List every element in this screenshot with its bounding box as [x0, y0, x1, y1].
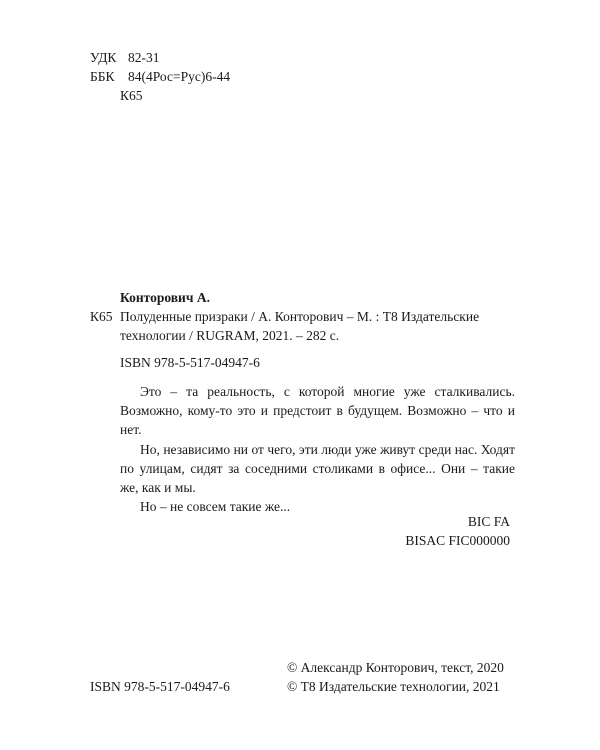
bibliographic-description: Полуденные призраки / А. Конторович – М. : Т8 Издательские технологии / RUGRAM, 2021. – 282 с.	[120, 309, 480, 343]
author-sign-row	[90, 86, 230, 105]
classification-block	[90, 48, 230, 105]
isbn-footer: ISBN 978-5-517-04947-6	[90, 679, 230, 694]
author-heading: Конторович А.	[120, 290, 210, 305]
annotation	[120, 382, 515, 516]
annotation-paragraph: Это – та реальность, с которой многие уже сталкивались. Возможно, кому-то это и предстоит в будущем. Возможно – что и нет.	[120, 384, 515, 438]
udk-label: УДК	[90, 50, 117, 65]
subject-codes	[405, 512, 510, 550]
bic-code: BIC FA	[467, 514, 510, 529]
annotation-paragraph: Но, независимо ни от чего, эти люди уже живут среди нас. Ходят по улицам, сидят за соседними столиками в офисе... Они – такие же, как и мы.	[120, 441, 515, 496]
bbk-label: ББК	[90, 69, 115, 84]
bbk-value: 84(4Рос=Рус)6-44	[128, 69, 231, 84]
copyright-publisher: © Т8 Издательские технологии, 2021	[287, 679, 500, 694]
copyright-author: © Александр Конторович, текст, 2020	[287, 660, 504, 675]
annotation-paragraph: Но – не совсем такие же...	[140, 499, 291, 515]
udk-row	[90, 48, 230, 67]
author-sign-left: К65	[90, 309, 113, 324]
copyright-block	[287, 658, 504, 696]
bisac-code: BISAC FIC000000	[405, 533, 510, 548]
bbk-row	[90, 67, 230, 86]
isbn-entry: ISBN 978-5-517-04947-6	[120, 355, 260, 370]
udk-value: 82-31	[128, 50, 160, 65]
author-sign-code: К65	[120, 88, 143, 103]
